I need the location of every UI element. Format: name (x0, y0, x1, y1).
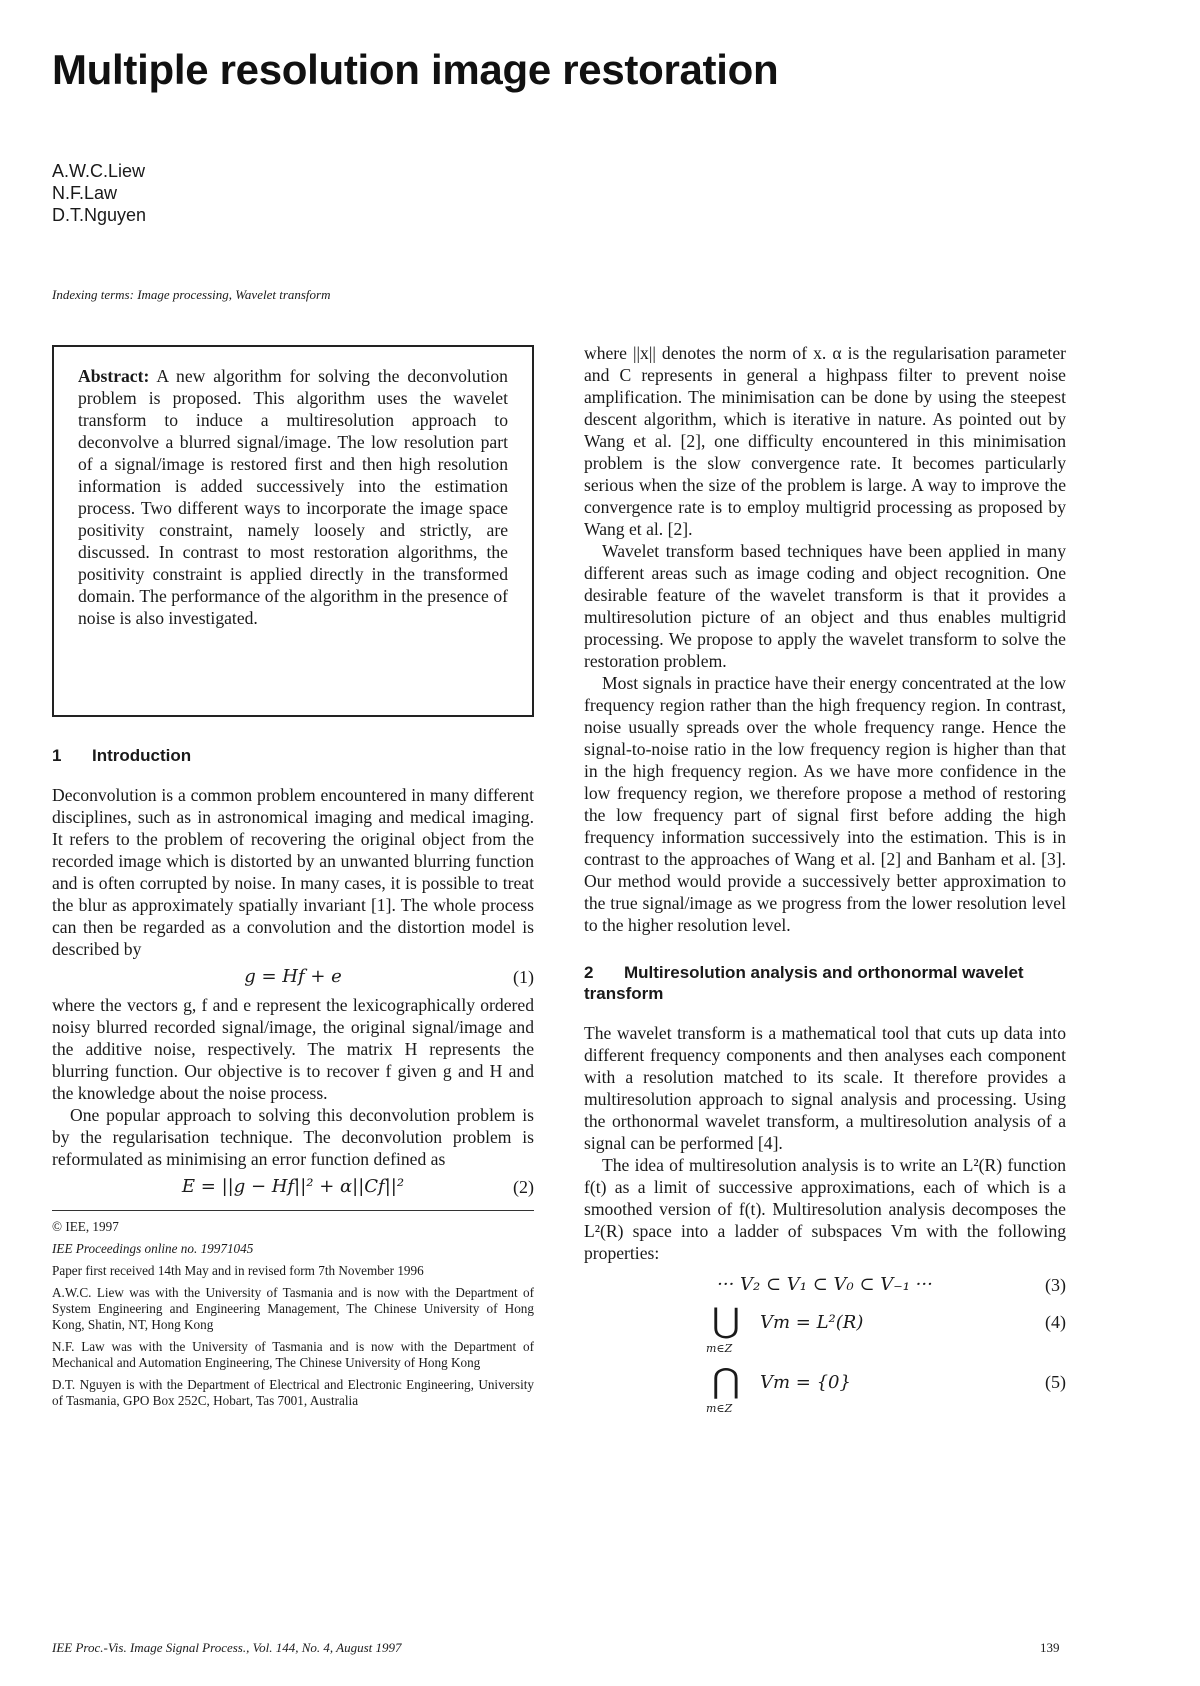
equation-2-body: E = ||g − Hf||² + α||Cf||² (181, 1176, 405, 1197)
online-number-note: IEE Proceedings online no. 19971045 (52, 1241, 254, 1256)
left-column (52, 745, 534, 1415)
equation-4-number: (4) (1045, 1312, 1066, 1332)
equation-5 (584, 1362, 1066, 1416)
equation-1-body: g = Hf + e (244, 966, 342, 987)
indexing-terms: Indexing terms: Image processing, Wavelet transform (52, 287, 331, 302)
equation-4-body: Vm = L²(R) (760, 1312, 864, 1333)
equation-3-body: ··· V₂ ⊂ V₁ ⊂ V₀ ⊂ V₋₁ ··· (717, 1274, 933, 1295)
union-subscript: m∈Z (706, 1342, 733, 1355)
abstract-label: Abstract: (78, 366, 150, 386)
author-list (52, 160, 146, 226)
received-note: Paper first received 14th May and in revised form 7th November 1996 (52, 1263, 424, 1278)
body-paragraph: where ||x|| denotes the norm of x. α is the regularisation parameter and C represents in general a highpass filter to prevent noise amplification. The minimisation can be done by using the steepest descent algorithm, which is iterative in nature. As pointed out by Wang et al. [2], one difficulty encountered in this minimisation problem is the slow convergence rate. It becomes particularly serious when the size of the problem is large. A way to improve the convergence rate is to employ multigrid processing as proposed by Wang et al. [2]. (584, 343, 1066, 539)
body-paragraph: Wavelet transform based techniques have been applied in many different areas such as image coding and object recognition. One desirable feature of the wavelet transform is that it provides a multiresolution picture of an object and thus enables multigrid processing. We propose to apply the wavelet transform to solve the restoration problem. (584, 541, 1066, 671)
copyright-note: © IEE, 1997 (52, 1219, 119, 1234)
section-2-paragraph-2: The idea of multiresolution analysis is to write an L²(R) function f(t) as a limit of successive approximations, each of which is a smoothed version of f(t). Multiresolution analysis decomposes the L²(R) space into a ladder of subspaces Vm with the following properties: (584, 1155, 1066, 1263)
equation-1-number: (1) (513, 967, 534, 987)
author-name: N.F.Law (52, 183, 118, 203)
affiliation-note: A.W.C. Liew was with the University of Tasmania and is now with the Department of System Engineering and Engineering Management, The Chinese University of Hong Kong, Shatin, NT, Hong Kong (52, 1285, 534, 1332)
equation-3-number: (3) (1045, 1275, 1066, 1295)
journal-footer: IEE Proc.-Vis. Image Signal Process., Vol. 144, No. 4, August 1997 (52, 1640, 402, 1655)
intersection-subscript: m∈Z (706, 1402, 733, 1415)
section-title: Multiresolution analysis and orthonormal wavelet transform (584, 963, 1024, 1003)
union-symbol: ⋃ (712, 1301, 740, 1341)
equation-2-number: (2) (513, 1177, 534, 1197)
abstract-paragraph (78, 365, 508, 629)
section-title: Introduction (92, 746, 192, 765)
author-name: D.T.Nguyen (52, 205, 147, 225)
section-2-heading (584, 962, 1066, 1004)
affiliation-note: D.T. Nguyen is with the Department of Electrical and Electronic Engineering, University of Tasmania, GPO Box 252C, Hobart, Tas 7001, Australia (52, 1377, 534, 1408)
abstract-text: A new algorithm for solving the deconvolution problem is proposed. This algorithm uses the wavelet transform to induce a multiresolution approach to deconvolve a blurred signal/image. The low resolution part of a signal/image is restored first and then high resolution information is added successively into the estimation process. Two different ways to incorporate the image space positivity constraint, namely loosely and strictly, are discussed. In contrast to most restoration algorithms, the positivity constraint is applied directly in the transformed domain. The performance of the algorithm in the presence of noise is also investigated. (78, 366, 508, 628)
equation-5-number: (5) (1045, 1372, 1066, 1392)
abstract-box (52, 345, 534, 717)
footnotes (52, 1210, 534, 1409)
section-1-heading (52, 745, 534, 766)
section-number: 1 (52, 746, 62, 765)
section-2-paragraph-1: The wavelet transform is a mathematical tool that cuts up data into different frequency components and then analyses each component with a resolution matched to its scale. It therefore provides a multiresolution approach to signal analysis and processing. Using the orthonormal wavelet transform, a multiresolution analysis of a signal can be performed [4]. (584, 1023, 1066, 1153)
body-paragraph: Most signals in practice have their energy concentrated at the low frequency region rather than the high frequency region. In contrast, noise usually spreads over the whole frequency range. Hence the signal-to-noise ratio in the low frequency region is higher than that in the high frequency region. As we have more confidence in the low frequency region, we therefore propose a method of restoring the low frequency part of signal first before adding the high frequency information successively into the estimation. This is in contrast to the approaches of Wang et al. [2] and Banham et al. [3]. Our method would provide a successively better approximation to the true signal/image as we progress from the lower resolution level to the higher resolution level. (584, 673, 1066, 935)
equation-3 (584, 1268, 1066, 1302)
paper-title: Multiple resolution image restoration (52, 46, 779, 93)
equation-5-body: Vm = {0} (760, 1372, 851, 1393)
page-number: 139 (1040, 1640, 1060, 1655)
affiliation-note: N.F. Law was with the University of Tasmania and is now with the Department of Mechanical and Automation Engineering, The Chinese University of Hong Kong (52, 1339, 534, 1370)
right-column (584, 342, 1066, 1416)
equation-1 (52, 960, 534, 994)
equation-2 (52, 1170, 534, 1204)
intro-paragraph-3: One popular approach to solving this deconvolution problem is by the regularisation technique. The deconvolution problem is reformulated as minimising an error function defined as (52, 1105, 534, 1169)
intro-paragraph-2: where the vectors g, f and e represent the lexicographically ordered noisy blurred recorded signal/image, the original signal/image and the additive noise, respectively. The matrix H represents the blurring function. Our objective is to recover f given g and H and the knowledge about the noise process. (52, 995, 534, 1103)
intersection-symbol: ⋂ (712, 1361, 740, 1401)
section-number: 2 (584, 963, 594, 982)
author-name: A.W.C.Liew (52, 161, 146, 181)
equation-4 (584, 1302, 1066, 1356)
intro-paragraph-1: Deconvolution is a common problem encountered in many different disciplines, such as in astronomical imaging and medical imaging. It refers to the problem of recovering the original object from the recorded image which is distorted by an unwanted blurring function and is often corrupted by noise. In many cases, it is possible to treat the blur as approximately spatially invariant [1]. The whole process can then be regarded as a convolution and the distortion model is described by (52, 785, 534, 959)
